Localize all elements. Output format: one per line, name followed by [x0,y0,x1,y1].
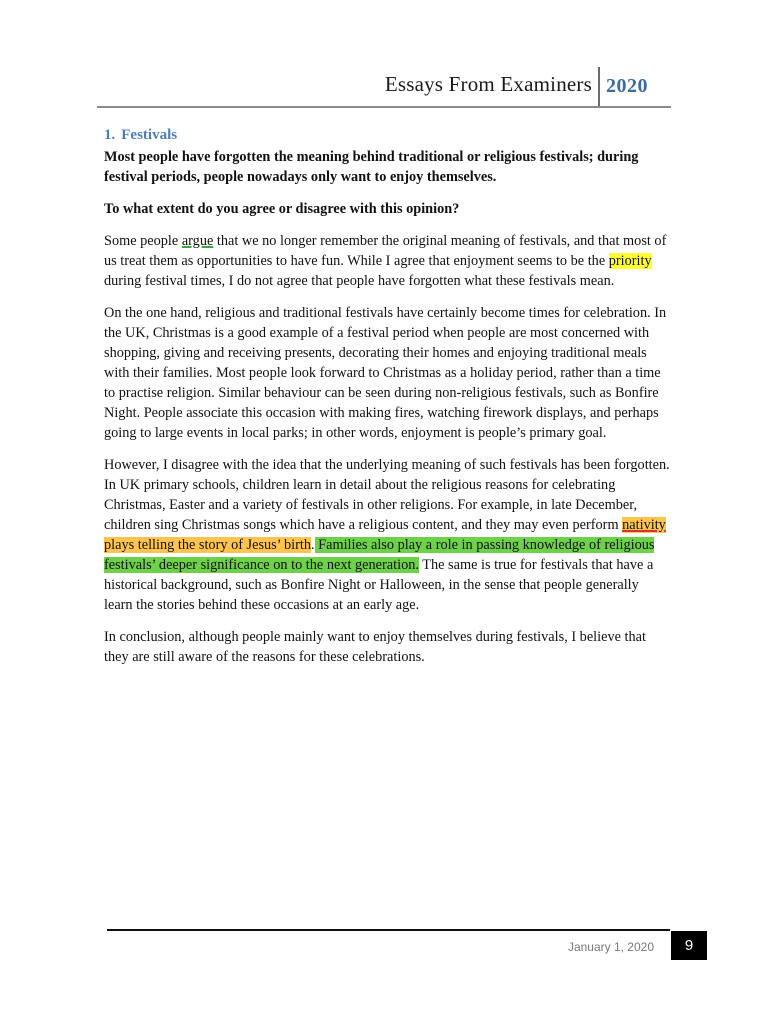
section-title: Festivals [121,127,178,143]
text-run: However, I disagree with the idea that the underlying meaning of such festivals has been forgotten. In UK primary schools, children learn in detail about the religious reasons for celebrating Christmas, Easter and a variety of festivals in other religions. For example, in late December, children sing Christmas songs which have a religious content, and they may even perform [104,457,670,533]
section-number: 1. [104,127,116,143]
paragraph-body-1: On the one hand, religious and traditional festivals have certainly become times for celebration. In the UK, Christmas is a good example of a festival period when people are most concerned with shopping, giving and receiving presents, decorating their homes and enjoying traditional meals with their families. Most people look forward to Christmas as a holiday period, rather than a time to practise religion. Similar behaviour can be seen during non-religious festivals, such as Bonfire Night. People associate this occasion with making fires, watching firework displays, and perhaps going to large events in local parks; in other words, enjoyment is people’s primary goal. [104,305,667,441]
text-run: that we no longer remember the original meaning of festivals, and that most of us treat them as opportunities to have fun. While I agree that enjoyment seems to be the [104,233,667,269]
underlined-word-argue: argue [181,233,214,249]
highlighted-word-nativity: nativity [622,517,666,533]
header-title: Essays From Examiners [384,72,592,96]
prompt-question: To what extent do you agree or disagree with this opinion? [104,201,460,217]
text-run: during festival times, I do not agree that people have forgotten what these festivals mean. [104,273,615,289]
highlighted-sentence-green: Families also play a role in passing knowledge of religious festivals’ deeper significance on to the next generation. [104,537,655,573]
footer-rule [107,929,670,931]
text-run: The same is true for festivals that have a historical background, such as Bonfire Night or Halloween, in the sense that people generally learn the stories behind these occasions at an early age. [104,557,654,613]
prompt-statement: Most people have forgotten the meaning behind traditional or religious festivals; during festival periods, people nowadays only want to enjoy themselves. [104,149,639,185]
paragraph-introduction [104,231,670,291]
text-run: . [311,537,315,553]
header-rule [97,106,671,108]
paragraph-body-2 [104,455,670,615]
section-heading [104,125,670,145]
highlighted-phrase-orange: plays telling the story of Jesus’ birth [104,537,312,553]
highlighted-word-priority: priority [608,253,652,269]
footer-date: January 1, 2020 [567,940,654,954]
essay-content [104,125,670,679]
text-run: Some people [104,233,182,249]
header-separator [598,67,600,107]
paragraph-conclusion: In conclusion, although people mainly want to enjoy themselves during festivals, I believe that they are still aware of the reasons for these celebrations. [104,629,646,665]
header-year: 2020 [606,75,648,97]
page-number: 9 [671,931,707,960]
